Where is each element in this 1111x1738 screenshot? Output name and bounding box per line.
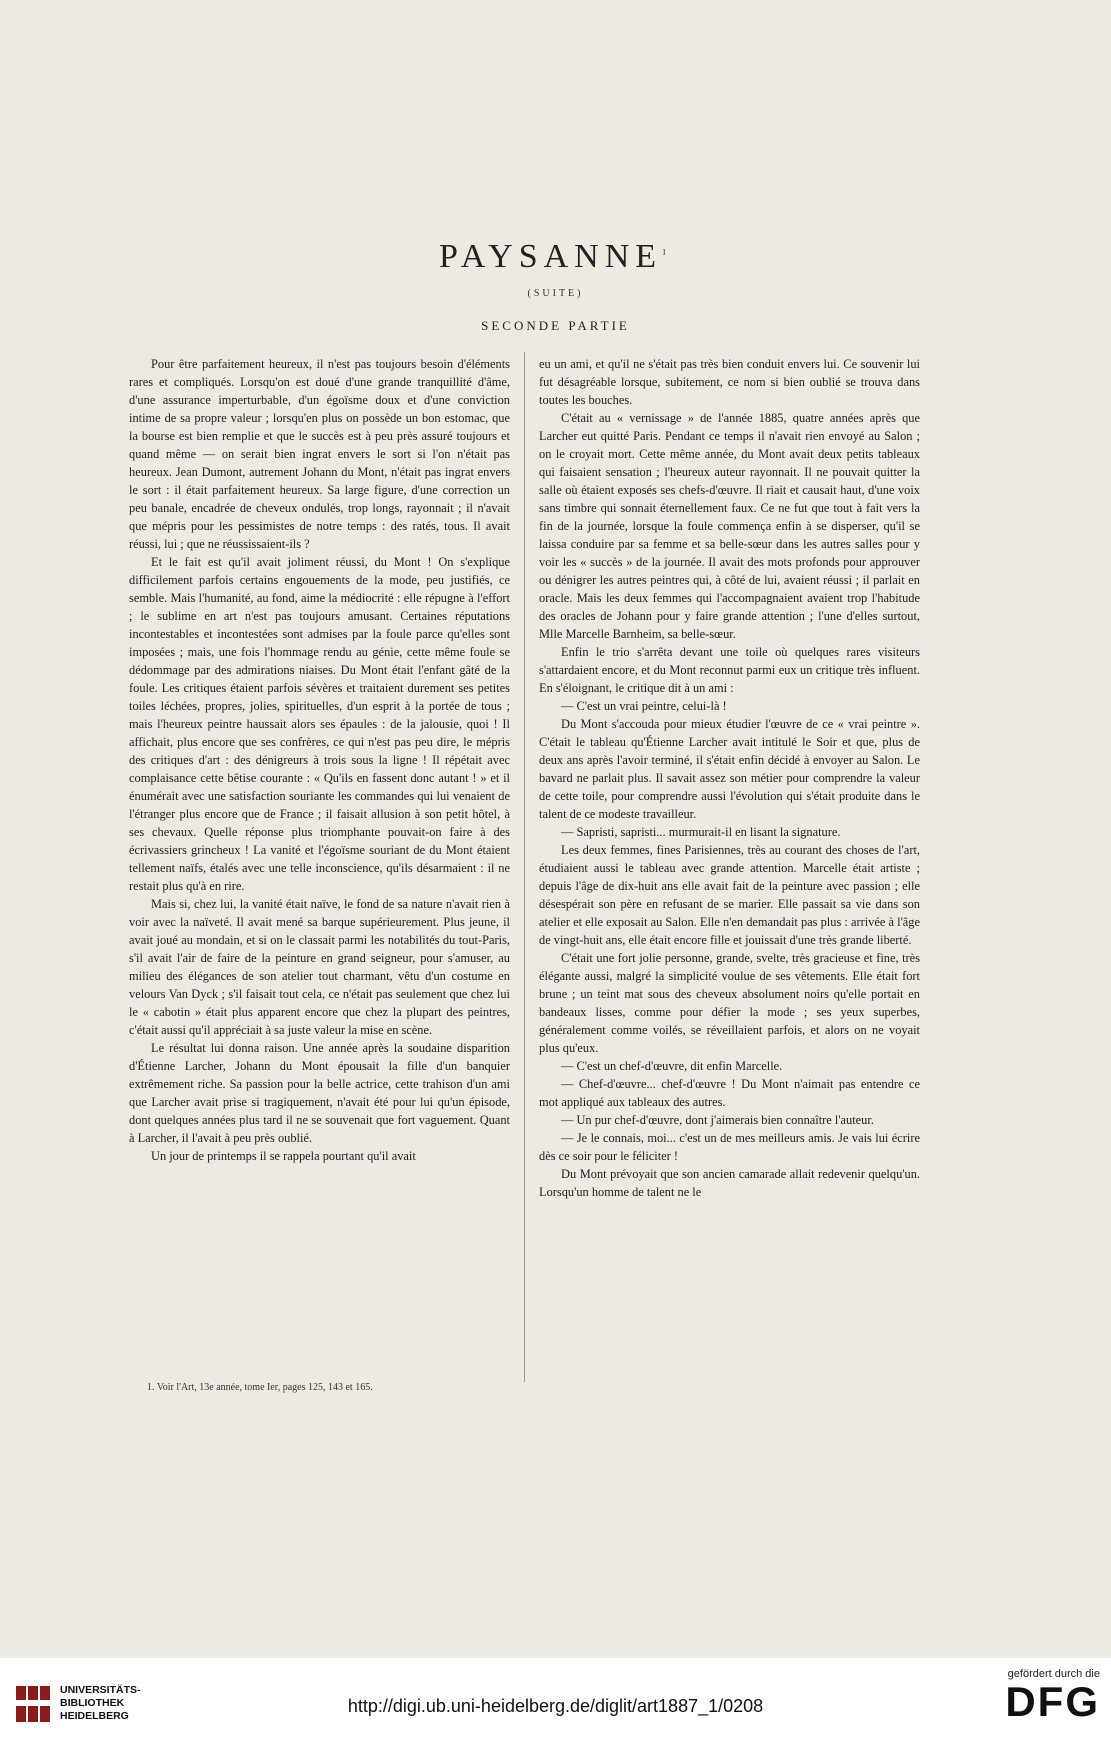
paragraph: — Je le connais, moi... c'est un de mes meilleurs amis. Je vais lui écrire dès ce soir pour le féliciter ! [539,1131,920,1163]
paragraph: C'était une fort jolie personne, grande, svelte, très gracieuse et fine, très élégante aussi, malgré la simplicité voulue de ses vêtements. Elle était fort brune ; un teint mat sous des cheveux absolument noirs qu'elle portait en bandeaux lisses, comme pour défier la mode ; ses yeux superbes, généralement comme voilés, se réveillaient parfois, et alors on ne voyait plus qu'eux. [539,951,920,1055]
paragraph: Les deux femmes, fines Parisiennes, très au courant des choses de l'art, étudiaient aussi le tableau avec grande attention. Marcelle était artiste ; depuis l'âge de dix-huit ans elle avait fait de la peinture avec passion ; elle désespérait son père en refusant de se marier. Elle passait sa vie dans son atelier et elle exposait au Salon. Elle n'en demandait pas plus : arrivée à l'âge de vingt-huit ans, elle était encore fille et jouissait d'une très grande liberté. [539,843,920,947]
paragraph: Enfin le trio s'arrêta devant une toile où quelques rares visiteurs s'attardaient encore, et du Mont reconnut parmi eux un critique très influent. En s'éloignant, le critique dit à un ami : [539,645,920,695]
left-column [129,355,510,1165]
paragraph: — C'est un vrai peintre, celui-là ! [561,699,727,713]
suite-label: (SUITE) [527,288,584,299]
paragraph: — C'est un chef-d'œuvre, dit enfin Marcelle. [561,1059,783,1073]
paragraph: Mais si, chez lui, la vanité était naïve, le fond de sa nature n'avait rien à voir avec la naïveté. Il avait mené sa barque supérieurement. Plus jeune, il avait joué au mondain, et si on le classait parmi les notabilités du tout-Paris, s'il avait l'air de faire de la peinture en grand seigneur, pour s'amuser, au milieu des élégances de son atelier tout charmant, vêtu d'un costume en velours Van Dyck ; s'il faisait tout cela, ce n'était pas seulement que chez lui le « cabotin » était plus apparent encore que chez la plupart des peintres, c'était aussi qu'il appréciait à sa juste valeur la mise en scène. [129,897,510,1037]
paragraph: Du Mont s'accouda pour mieux étudier l'œuvre de ce « vrai peintre ». C'était le tableau qu'Étienne Larcher avait intitulé le Soir et que, plus de deux ans après l'avoir terminé, il s'était enfin décidé à envoyer au Salon. Le bavard ne parlait plus. Il savait assez son métier pour comprendre la valeur de cette toile, pour comprendre aussi l'évolution qui s'était produite dans le talent de ce modeste travailleur. [539,717,920,821]
dfg-logo[interactable] [980,1668,1100,1734]
permalink-url[interactable]: http://digi.ub.uni-heidelberg.de/diglit/art1887_1/0208 [347,1696,764,1716]
section-subtitle: SECONDE PARTIE [481,318,630,333]
paragraph: C'était au « vernissage » de l'année 1885, quatre années après que Larcher eut quitté Paris. Pendant ce temps il n'avait rien envoyé au Salon ; on le croyait mort. Cette même année, du Mont avait deux petits tableaux qui faisaient sensation ; l'heureux auteur rayonnait. Il ne pouvait quitter la salle où étaient exposés ses chefs-d'œuvre. Il riait et causait haut, d'une voix sans timbre qui sonnait éternellement faux. Ce ne fut que tout à fait vers la fin de la journée, lorsque la foule commença enfin à se disperser, qu'il se laissa conduire par sa femme et sa belle-sœur dans les autres salles pour y voir les « succès » de la journée. Il avait des mots profonds pour approuver ou dénigrer les autres peintres qui, à côté de lui, avaient réussi ; il parlait en oracle. Mais les deux femmes qui l'accompagnaient avaient trop l'habitude des oracles de Johann pour y faire grande attention ; l'une d'elles surtout, Mlle Marcelle Barnheim, sa belle-sœur. [539,411,920,641]
paragraph: eu un ami, et qu'il ne s'était pas très bien conduit envers lui. Ce souvenir lui fut désagréable lorsque, subitement, ce nom si bien oublié se trouva dans toutes les bouches. [539,357,920,407]
paragraph: Le résultat lui donna raison. Une année après la soudaine disparition d'Étienne Larcher, Johann du Mont épousait la fille d'un banquier extrêmement riche. Sa passion pour la belle actrice, cette trahison d'un ami que Larcher avait prise si tragiquement, n'avait été pour lui qu'un épisode, dont quelques années plus tard il ne se souvenait que fort vaguement. Quant à Larcher, il l'avait à peu près oublié. [129,1041,510,1145]
paragraph: — Un pur chef-d'œuvre, dont j'aimerais bien connaître l'auteur. [561,1113,874,1127]
library-name: UNIVERSITÄTS- BIBLIOTHEK HEIDELBERG [60,1684,141,1722]
paragraph: Un jour de printemps il se rappela pourtant qu'il avait [151,1149,416,1163]
paragraph: — Sapristi, sapristi... murmurait-il en lisant la signature. [561,825,841,839]
page-title: PAYSANNE$^1$ [438,238,673,275]
paragraph: Et le fait est qu'il avait joliment réussi, du Mont ! On s'explique difficilement parfois certains engouements de la mode, peu justifiés, ce semble. Mais l'humanité, au fond, aime la médiocrité : elle répugne à l'effort ; le sublime en art n'est pas toujours amusant. Certaines réputations incontestables et incontestées sont admises par la foule parce qu'elles sont imposées ; mais, une fois l'hommage rendu au génie, cette même foule se dédommage par des admirations niaises. Du Mont était l'enfant gâté de la foule. Les critiques étaient parfois sévères et traitaient durement ses petites toiles léchées, propres, jolies, spirituelles, d'un esprit à la portée de tous ; mais l'heureux peintre haussait alors ses épaules : de la jalousie, quoi ! Il affichait, plus encore que ses confrères, ce qui n'est pas peu dire, le mépris des critiques d'art : des dénigreurs à trois sous la ligne ! Il répétait avec complaisance cette bêtise courante : « Qu'ils en fassent donc autant ! » et il énumérait avec une satisfaction souriante les commandes qui lui venaient de l'étranger plus encore que de France ; il faisait allusion à son petit hôtel, à ses chevaux. Quelle réponse plus triomphante pouvait-on faire à des écrivassiers grincheux ! La vanité et l'égoïsme souriant de du Mont étaient tellement naïfs, étalés avec une telle inconscience, qu'ils désarmaient : il ne restait plus qu'à en rire. [129,555,510,893]
right-column [539,355,920,1201]
footnote: 1. Voir l'Art, 13e année, tome Ier, pages 125, 143 et 165. [147,1382,373,1393]
title-footnote-marker: 1 [662,247,673,257]
dfg-wordmark: DFG [1005,1678,1100,1725]
column-divider [524,352,525,1382]
paragraph: — Chef-d'œuvre... chef-d'œuvre ! Du Mont n'aimait pas entendre ce mot appliqué aux tableaux des autres. [539,1077,920,1109]
paragraph: Du Mont prévoyait que son ancien camarade allait redevenir quelqu'un. Lorsqu'un homme de talent ne le [539,1167,920,1199]
funding-label: gefördert durch die [1007,1668,1100,1680]
paragraph: Pour être parfaitement heureux, il n'est pas toujours besoin d'éléments rares et compliqués. Lorsqu'on est doué d'une grande tranquillité d'âme, d'une assurance imperturbable, d'un égoïsme doux et d'une conviction intime de sa propre valeur ; lorsqu'en plus on possède un bon estomac, que la bourse est bien remplie et que le succès est à peu près assuré toujours et quand même — on serait bien ingrat envers le sort si l'on n'était pas heureux. Jean Dumont, autrement Johann du Mont, n'était pas ingrat envers le sort : il était parfaitement heureux. Sa large figure, d'une correction un peu banale, encadrée de cheveux ondulés, trop longs, rayonnait ; il n'avait que mépris pour les pessimistes de notre temps : des ratés, tous. Il avait réussi, lui ; que ne réussissaient-ils ? [129,357,510,551]
